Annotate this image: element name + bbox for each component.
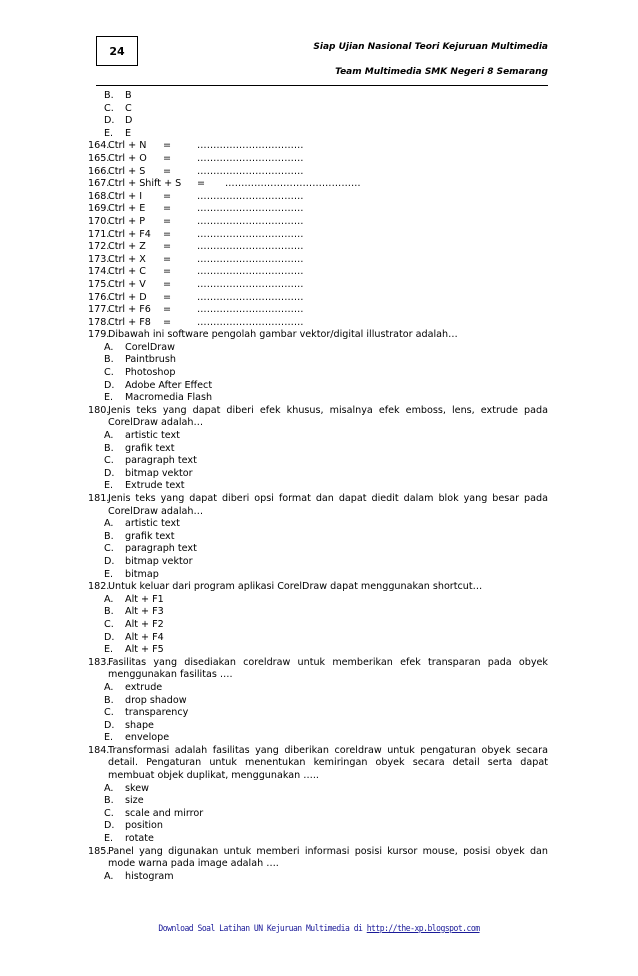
question-text: Jenis teks yang dapat diberi opsi format dan dapat diedit dalam blok yang besar pada CorelDraw adalah… — [108, 493, 548, 517]
option-letter: C. — [104, 707, 114, 719]
shortcut-question — [88, 266, 548, 279]
option-text: B — [125, 90, 132, 101]
question-number: 181. — [88, 493, 110, 504]
option-text: Alt + F3 — [125, 606, 164, 618]
option-item — [88, 480, 548, 493]
question-text: Transformasi adalah fasilitas yang diberikan coreldraw untuk pengaturan obyek secara detail. Pengaturan untuk menentukan kemiringan obyek secara detail serta dapat membuat objek duplikat, menggunakan ….. — [108, 744, 548, 782]
footer-link[interactable]: http://the-xp.blogspot.com — [366, 924, 480, 934]
header-subtitle: Team Multimedia SMK Negeri 8 Semarang — [335, 67, 548, 77]
shortcut-keys: Ctrl + Shift + S — [108, 178, 182, 190]
shortcut-question — [88, 140, 548, 153]
question-number: 170. — [88, 215, 110, 227]
shortcut-keys: Ctrl + E — [108, 203, 146, 215]
option-letter: A. — [104, 341, 114, 353]
option-letter: D. — [104, 467, 115, 479]
option-text: grafik text — [125, 530, 175, 542]
equals-sign: = — [163, 228, 172, 240]
option-letter: C. — [104, 367, 114, 379]
question-number: 169. — [88, 203, 110, 215]
question-stem — [88, 405, 548, 430]
question-block — [88, 745, 548, 846]
option-item — [88, 531, 548, 544]
option-letter: A. — [104, 782, 114, 794]
equals-sign: = — [163, 241, 172, 253]
page-number: 24 — [109, 44, 125, 58]
option-item — [88, 367, 548, 380]
shortcut-keys: Ctrl + F6 — [108, 304, 151, 316]
question-stem — [88, 745, 548, 783]
question-block — [88, 493, 548, 581]
option-letter: A. — [104, 681, 114, 693]
header-title: Siap Ujian Nasional Teori Kejuruan Multimedia — [313, 42, 548, 52]
header-rule — [96, 85, 548, 86]
option-item — [88, 455, 548, 468]
option-letter: C. — [104, 543, 114, 555]
question-number: 164. — [88, 140, 110, 152]
option-letter: B. — [104, 606, 114, 618]
option-item — [88, 808, 548, 821]
equals-sign: = — [163, 266, 172, 278]
question-stem — [88, 493, 548, 518]
option-item — [88, 443, 548, 456]
shortcut-question — [88, 191, 548, 204]
option-item — [88, 619, 548, 632]
shortcut-keys: Ctrl + C — [108, 266, 146, 278]
option-letter: B. — [104, 694, 114, 706]
option-text: Alt + F4 — [125, 631, 164, 643]
answer-blank: …………………………… — [197, 203, 304, 215]
option-text: grafik text — [125, 442, 175, 454]
answer-blank: …………………………… — [197, 228, 304, 240]
option-letter: D. — [104, 719, 115, 731]
question-number: 167. — [88, 178, 110, 190]
option-item — [88, 707, 548, 720]
question-number: 177. — [88, 304, 110, 316]
option-letter: B. — [104, 442, 114, 454]
answer-blank: …………………………… — [197, 241, 304, 253]
option-text: paragraph text — [125, 455, 197, 467]
option-text: Alt + F2 — [125, 618, 164, 630]
shortcut-question — [88, 216, 548, 229]
question-number: 166. — [88, 165, 110, 177]
question-number: 182. — [88, 581, 110, 593]
shortcut-question — [88, 203, 548, 216]
question-number: 179. — [88, 329, 110, 341]
shortcut-keys: Ctrl + P — [108, 215, 145, 227]
question-number: 180. — [88, 404, 110, 416]
option-text: drop shadow — [125, 694, 187, 706]
option-text: position — [125, 820, 164, 832]
shortcut-keys: Ctrl + D — [108, 291, 147, 303]
option-item — [88, 556, 548, 569]
question-body — [88, 90, 548, 883]
option-letter: A. — [104, 870, 114, 882]
option-letter: D. — [104, 555, 115, 567]
option-item — [88, 569, 548, 582]
option-item — [88, 392, 548, 405]
option-item — [88, 518, 548, 531]
option-text: E — [125, 127, 132, 139]
option-text: rotate — [125, 833, 154, 845]
option-item — [88, 833, 548, 846]
option-letter: A. — [104, 430, 114, 442]
option-item — [88, 115, 548, 128]
question-stem — [88, 657, 548, 682]
option-text: envelope — [125, 732, 170, 744]
option-text: Paintbrush — [125, 354, 176, 366]
answer-blank: …………………………… — [197, 304, 304, 316]
question-number: 175. — [88, 278, 110, 290]
equals-sign: = — [163, 152, 172, 164]
question-text: Untuk keluar dari program aplikasi CorelDraw dapat menggunakan shortcut… — [108, 581, 483, 593]
equals-sign: = — [197, 178, 206, 190]
option-letter: C. — [104, 102, 114, 114]
answer-blank: …………………………… — [197, 140, 304, 152]
option-text: histogram — [125, 870, 174, 882]
question-block — [88, 329, 548, 405]
question-number: 185. — [88, 845, 110, 857]
shortcut-question — [88, 229, 548, 242]
question-number: 171. — [88, 228, 110, 240]
option-letter: B. — [104, 90, 114, 101]
answer-blank: …………………………… — [197, 316, 304, 328]
option-text: artistic text — [125, 518, 180, 530]
shortcut-keys: Ctrl + X — [108, 253, 146, 265]
option-item — [88, 632, 548, 645]
option-letter: A. — [104, 518, 114, 530]
shortcut-keys: Ctrl + Z — [108, 241, 146, 253]
shortcut-question — [88, 304, 548, 317]
shortcut-keys: Ctrl + S — [108, 165, 146, 177]
option-item — [88, 732, 548, 745]
shortcut-question — [88, 178, 548, 191]
shortcut-question — [88, 317, 548, 330]
option-text: bitmap vektor — [125, 555, 193, 567]
question-text: Panel yang digunakan untuk memberi informasi posisi kursor mouse, posisi obyek dan mode warna pada image adalah …. — [108, 845, 548, 870]
option-text: skew — [125, 782, 149, 794]
option-text: CorelDraw — [125, 341, 175, 353]
question-number: 173. — [88, 253, 110, 265]
option-item — [88, 644, 548, 657]
equals-sign: = — [163, 291, 172, 303]
answer-blank: …………………………… — [197, 291, 304, 303]
option-letter: B. — [104, 795, 114, 807]
shortcut-question — [88, 292, 548, 305]
option-letter: A. — [104, 593, 114, 605]
option-item — [88, 430, 548, 443]
option-letter: D. — [104, 820, 115, 832]
shortcut-question — [88, 241, 548, 254]
answer-blank: …………………………… — [197, 190, 304, 202]
question-number: 183. — [88, 656, 110, 668]
equals-sign: = — [163, 304, 172, 316]
option-letter: E. — [104, 833, 114, 845]
option-text: size — [125, 795, 144, 807]
option-text: Photoshop — [125, 367, 176, 379]
question-number: 174. — [88, 266, 110, 278]
option-letter: C. — [104, 807, 114, 819]
option-letter: C. — [104, 455, 114, 467]
shortcut-question — [88, 254, 548, 267]
option-item — [88, 606, 548, 619]
question-text: Dibawah ini software pengolah gambar vektor/digital illustrator adalah… — [108, 329, 458, 341]
option-item — [88, 468, 548, 481]
option-item — [88, 342, 548, 355]
option-item — [88, 695, 548, 708]
option-text: paragraph text — [125, 543, 197, 555]
shortcut-question — [88, 153, 548, 166]
option-text: extrude — [125, 681, 163, 693]
option-item — [88, 594, 548, 607]
option-item — [88, 783, 548, 796]
option-item — [88, 128, 548, 141]
option-letter: D. — [104, 631, 115, 643]
shortcut-keys: Ctrl + N — [108, 140, 147, 152]
equals-sign: = — [163, 253, 172, 265]
question-number: 165. — [88, 152, 110, 164]
option-letter: E. — [104, 644, 114, 656]
option-letter: E. — [104, 732, 114, 744]
answer-blank: …………………………… — [197, 152, 304, 164]
option-item — [88, 354, 548, 367]
question-block — [88, 581, 548, 657]
equals-sign: = — [163, 140, 172, 152]
question-text: Fasilitas yang disediakan coreldraw untuk memberikan efek transparan pada obyek menggunakan fasilitas …. — [108, 656, 548, 681]
option-item — [88, 103, 548, 116]
option-text: D — [125, 115, 133, 127]
shortcut-keys: Ctrl + I — [108, 190, 143, 202]
question-number: 178. — [88, 316, 110, 328]
option-item — [88, 795, 548, 808]
shortcut-keys: Ctrl + O — [108, 152, 147, 164]
option-text: scale and mirror — [125, 807, 204, 819]
shortcut-keys: Ctrl + F4 — [108, 228, 151, 240]
question-number: 176. — [88, 291, 110, 303]
option-letter: D. — [104, 115, 115, 127]
question-text: Jenis teks yang dapat diberi efek khusus, misalnya efek emboss, lens, extrude pada CorelDraw adalah… — [108, 404, 548, 429]
question-stem — [88, 846, 548, 871]
option-letter: B. — [104, 354, 114, 366]
equals-sign: = — [163, 203, 172, 215]
option-letter: C. — [104, 618, 114, 630]
answer-blank: …………………………………… — [225, 178, 361, 190]
option-text: artistic text — [125, 430, 180, 442]
option-text: Alt + F5 — [125, 644, 164, 656]
option-text: bitmap — [125, 568, 159, 580]
option-item — [88, 543, 548, 556]
answer-blank: …………………………… — [197, 266, 304, 278]
page-number-box — [96, 36, 138, 66]
option-letter: E. — [104, 480, 114, 492]
option-item — [88, 682, 548, 695]
option-text: bitmap vektor — [125, 467, 193, 479]
option-text: Macromedia Flash — [125, 392, 213, 404]
option-letter: E. — [104, 568, 114, 580]
option-text: transparency — [125, 707, 189, 719]
question-block — [88, 405, 548, 493]
equals-sign: = — [163, 215, 172, 227]
option-item — [88, 90, 548, 103]
option-item — [88, 820, 548, 833]
answer-blank: …………………………… — [197, 278, 304, 290]
shortcut-keys: Ctrl + F8 — [108, 316, 151, 328]
question-block — [88, 846, 548, 884]
option-text: Alt + F1 — [125, 593, 164, 605]
question-stem — [88, 581, 548, 594]
equals-sign: = — [163, 190, 172, 202]
option-letter: E. — [104, 127, 114, 139]
question-number: 184. — [88, 744, 110, 756]
equals-sign: = — [163, 165, 172, 177]
option-letter: E. — [104, 392, 114, 404]
option-text: Extrude text — [125, 480, 185, 492]
shortcut-question — [88, 279, 548, 292]
question-block — [88, 657, 548, 745]
answer-blank: …………………………… — [197, 253, 304, 265]
option-text: Adobe After Effect — [125, 379, 213, 391]
answer-blank: …………………………… — [197, 165, 304, 177]
question-number: 168. — [88, 190, 110, 202]
equals-sign: = — [163, 278, 172, 290]
footer-text: Download Soal Latihan UN Kejuruan Multimedia di — [158, 924, 367, 934]
option-item — [88, 720, 548, 733]
option-text: C — [125, 102, 132, 114]
shortcut-keys: Ctrl + V — [108, 278, 146, 290]
option-text: shape — [125, 719, 154, 731]
answer-blank: …………………………… — [197, 215, 304, 227]
shortcut-question — [88, 166, 548, 179]
equals-sign: = — [163, 316, 172, 328]
option-item — [88, 380, 548, 393]
question-number: 172. — [88, 241, 110, 253]
option-letter: D. — [104, 379, 115, 391]
option-letter: B. — [104, 530, 114, 542]
question-stem — [88, 329, 548, 342]
footer — [16, 924, 622, 934]
option-item — [88, 871, 548, 884]
